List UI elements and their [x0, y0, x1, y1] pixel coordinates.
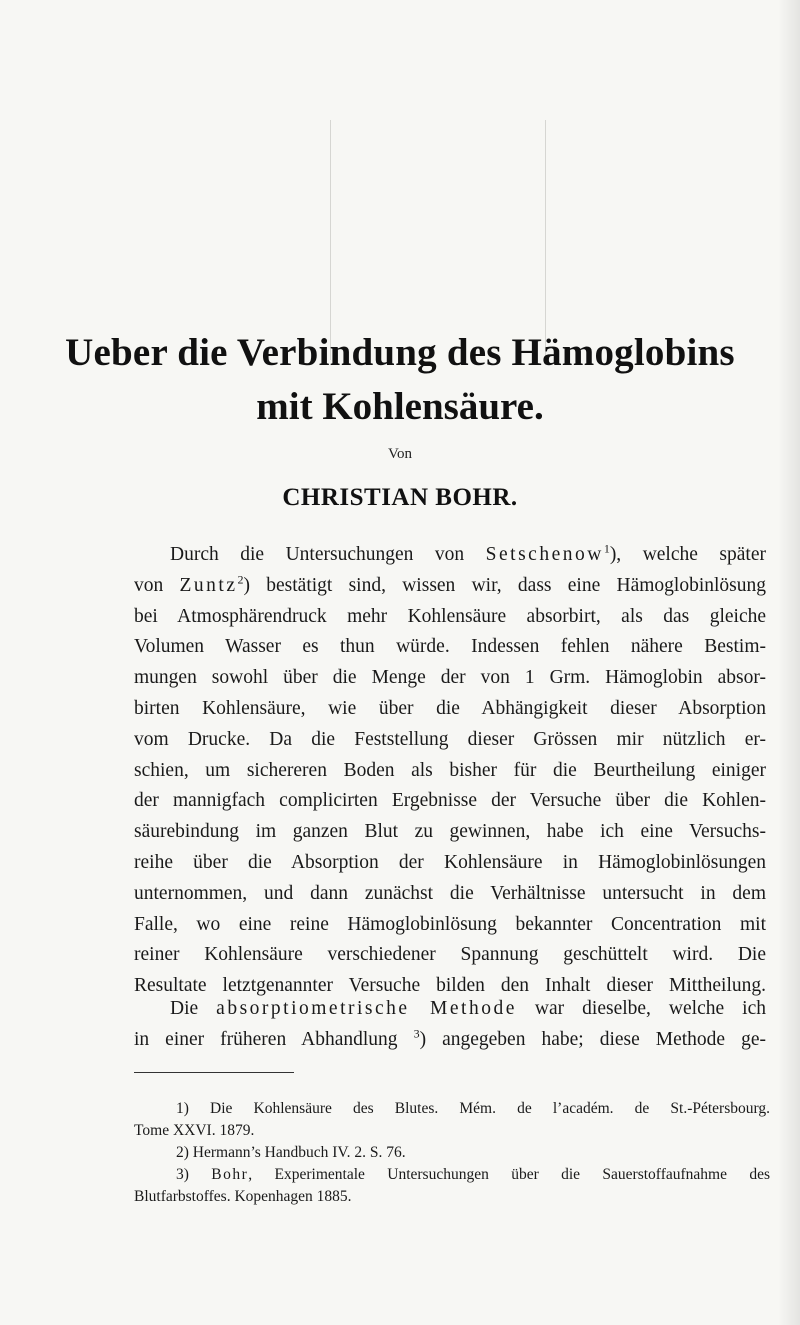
footnote-divider: [134, 1072, 294, 1073]
page-edge-shadow: [778, 0, 800, 1325]
text-line: Resultate letztgenannter Versuche bilden den Inhalt dieser Mittheilung.: [134, 975, 766, 997]
footnotes: [134, 1098, 770, 1208]
text-line: in einer früheren Abhandlung $^3$) angegeben habe; diese Methode ge-: [134, 1026, 766, 1050]
byline-von: Von: [388, 446, 412, 462]
footnote-3-continued: Blutfarbstoffes. Kopenhagen 1885.: [134, 1188, 352, 1205]
footnote-3: 3) Bohr, Experimentale Untersuchungen über die Sauerstoffaufnahme des: [176, 1166, 770, 1183]
article-title-line1: Ueber die Verbindung des Hämoglobins: [65, 331, 735, 374]
text-line: von Zuntz$^2$) bestätigt sind, wissen wir, dass eine Hämoglobinlösung: [134, 572, 767, 596]
text-line: Durch die Untersuchungen von Setschenow$^1$), welche später: [170, 541, 766, 565]
footnote-1: 1) Die Kohlensäure des Blutes. Mém. de l’académ. de St.-Pétersbourg.: [176, 1100, 770, 1117]
text-line: vom Drucke. Da die Feststellung dieser Grössen mir nützlich er-: [134, 728, 766, 750]
bleed-through-rule: [330, 120, 331, 360]
author-name: CHRISTIAN BOHR.: [282, 484, 518, 511]
text-line: säurebindung im ganzen Blut zu gewinnen, habe ich eine Versuchs-: [134, 821, 766, 843]
text-line: Falle, wo eine reine Hämoglobinlösung bekannter Concentration mit: [134, 913, 766, 935]
text-line: reihe über die Absorption der Kohlensäure in Hämoglobinlösungen: [134, 851, 766, 873]
text-line: mungen sowohl über die Menge der von 1 Grm. Hämoglobin absor-: [134, 667, 766, 689]
text-line: der mannigfach complicirten Ergebnisse der Versuche über die Kohlen-: [134, 790, 766, 812]
text-line: reiner Kohlensäure verschiedener Spannung geschüttelt wird. Die: [134, 944, 766, 966]
text-line: Die absorptiometrische Methode war dieselbe, welche ich: [170, 998, 766, 1019]
text-line: bei Atmosphärendruck mehr Kohlensäure absorbirt, als das gleiche: [134, 605, 766, 627]
bleed-through-rule: [545, 120, 546, 360]
text-line: unternommen, und dann zunächst die Verhältnisse untersucht in dem: [134, 882, 766, 904]
text-line: schien, um sichereren Boden als bisher für die Beurtheilung einiger: [134, 759, 766, 781]
footnote-2: 2) Hermann’s Handbuch IV. 2. S. 76.: [176, 1144, 406, 1161]
text-line: birten Kohlensäure, wie über die Abhängigkeit dieser Absorption: [134, 697, 766, 719]
article-title-line2: mit Kohlensäure.: [256, 385, 544, 428]
paragraph-1: [134, 540, 766, 1002]
paragraph-2: [134, 994, 766, 1056]
footnote-1-continued: Tome XXVI. 1879.: [134, 1122, 255, 1139]
text-line: Volumen Wasser es thun würde. Indessen fehlen nähere Bestim-: [134, 636, 766, 658]
